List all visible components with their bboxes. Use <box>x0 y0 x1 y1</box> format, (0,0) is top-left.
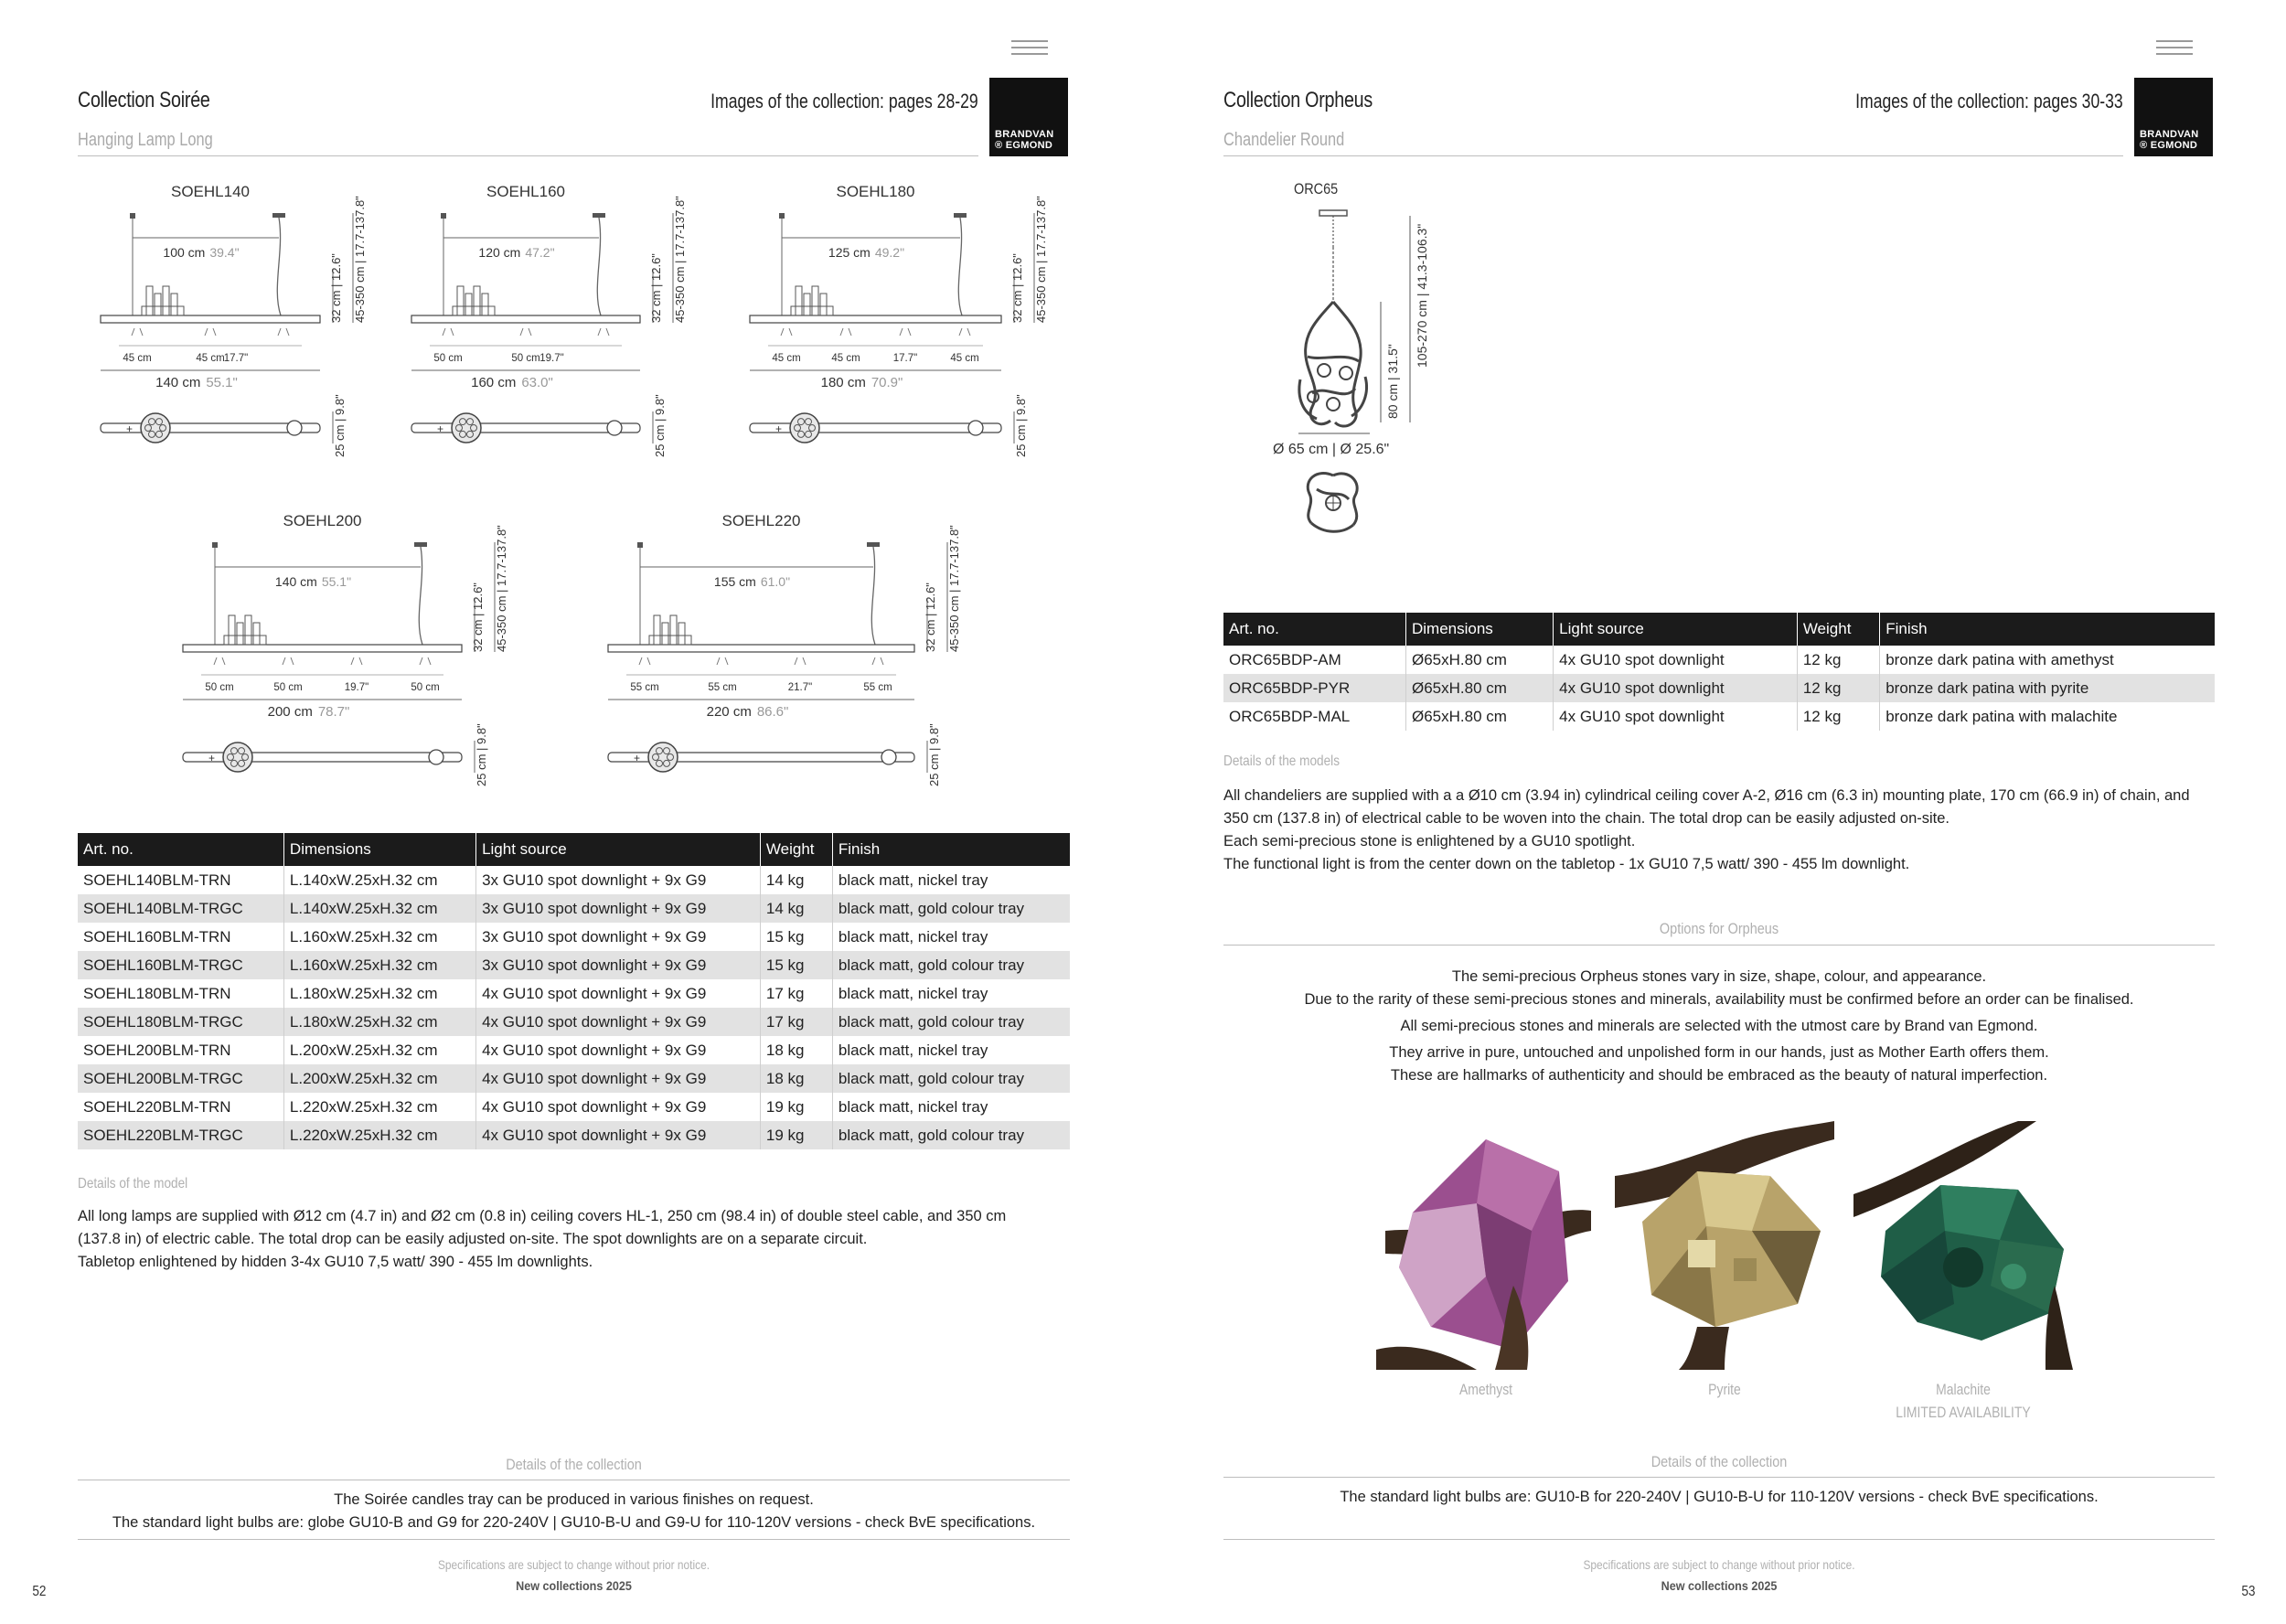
segment-dimension: 50 cm <box>433 353 463 364</box>
table-cell: L.200xW.25xH.32 cm <box>283 1036 475 1064</box>
table-cell: SOEHL180BLM-TRN <box>78 979 283 1008</box>
candle <box>237 623 243 645</box>
logo-line-1: BRANDVAN <box>2140 129 2199 140</box>
light-cone <box>132 328 143 336</box>
table-cell: 3x GU10 spot downlight + 9x G9 <box>476 923 761 951</box>
table-cell: 14 kg <box>760 894 832 923</box>
table-cell: 19 kg <box>760 1121 832 1149</box>
light-cone <box>351 657 362 665</box>
table-cell: black matt, nickel tray <box>838 984 988 1002</box>
plus-marker: + <box>634 752 641 764</box>
details-line: Each semi-precious stone is enlightened by a GU10 spotlight. <box>1223 833 1636 849</box>
options-line: All semi-precious stones and minerals are selected with the utmost care by Brand van Egmond. <box>1400 1018 2038 1034</box>
table-cell: L.180xW.25xH.32 cm <box>283 979 475 1008</box>
table-cell: 4x GU10 spot downlight + 9x G9 <box>476 1064 761 1093</box>
candle <box>474 286 480 315</box>
drop-dimension: 45-350 cm | 17.7-137.8" <box>947 525 961 652</box>
segment-dimension: 55 cm <box>863 682 892 693</box>
table-cell: ORC65BDP-AM <box>1223 646 1406 674</box>
model-label: SOEHL200 <box>283 512 362 529</box>
tabletop <box>750 315 1001 323</box>
candle <box>662 623 668 645</box>
ceiling-cover-right <box>593 213 605 218</box>
column-header: Light source <box>476 833 761 866</box>
options-line: The semi-precious Orpheus stones vary in size, shape, colour, and appearance. <box>1451 968 1987 985</box>
total-length-inch-value: 63.0" <box>521 375 553 390</box>
ceiling-cover-right <box>954 213 967 218</box>
collection-details-text: The standard light bulbs are: GU10-B for 220-240V | GU10-B-U for 110-120V versions - check BvE specifications. <box>1340 1489 2099 1505</box>
top-view-canopy <box>607 421 622 435</box>
width-dimension <box>163 245 239 260</box>
column-header: Finish <box>1880 613 2215 646</box>
total-length-dimension <box>707 704 789 720</box>
top-view-canopy <box>881 750 896 764</box>
width-dimension <box>714 574 790 589</box>
light-cone <box>795 657 806 665</box>
width-dimension <box>478 245 554 260</box>
light-cone <box>205 328 216 336</box>
width-value: 100 cm <box>163 245 206 260</box>
table-cell: SOEHL160BLM-TRGC <box>78 951 283 979</box>
page-number: 53 <box>2241 1584 2256 1599</box>
table-row <box>78 1121 1070 1149</box>
segment-dimension: 19.7" <box>539 353 564 364</box>
depth-dimension: 25 cm | 9.8" <box>653 394 667 457</box>
segment-dimension: 45 cm <box>950 353 979 364</box>
table-cell: black matt, gold colour tray <box>832 894 1070 923</box>
candle <box>457 286 464 315</box>
table-cell: L.220xW.25xH.32 cm <box>283 1121 475 1149</box>
segment-dimension: 17.7" <box>223 353 249 364</box>
total-length-value: 140 cm <box>155 375 201 390</box>
column-header: Art. no. <box>78 833 283 866</box>
table-row <box>1223 674 2215 702</box>
table-cell: 3x GU10 spot downlight + 9x G9 <box>476 894 761 923</box>
table-cell: 15 kg <box>760 951 832 979</box>
table-cell: 3x GU10 spot downlight + 9x G9 <box>476 951 761 979</box>
options-line: They arrive in pure, untouched and unpolished form in our hands, just as Mother Earth offers them. <box>1389 1044 2049 1061</box>
table-cell: 4x GU10 spot downlight <box>1554 646 1798 674</box>
table-cell: Ø65xH.80 cm <box>1406 646 1554 674</box>
details-label: Details of the models <box>1223 753 1340 769</box>
height-dimension: 80 cm | 31.5" <box>1385 344 1400 419</box>
width-value: 155 cm <box>713 574 756 589</box>
table-cell: SOEHL140BLM-TRGC <box>78 894 283 923</box>
model-label: SOEHL160 <box>486 183 565 200</box>
total-length-inch-value: 86.6" <box>756 704 789 720</box>
depth-dimension: 25 cm | 9.8" <box>475 723 488 786</box>
ceiling-cover-left <box>441 213 446 219</box>
table-cell: SOEHL180BLM-TRGC <box>78 1008 283 1036</box>
candle <box>155 294 161 315</box>
table-cell: 4x GU10 spot downlight <box>1554 702 1798 731</box>
options-line: These are hallmarks of authenticity and should be embraced as the beauty of natural imperfection. <box>1390 1067 2048 1084</box>
electric-cable <box>871 547 875 645</box>
table-row <box>78 894 1070 923</box>
stone-caption: Malachite <box>1936 1381 1991 1398</box>
total-length-value: 220 cm <box>706 704 752 720</box>
light-cone <box>872 657 883 665</box>
details-text <box>78 1205 1084 1274</box>
candle <box>245 615 251 645</box>
pyrite-image <box>1615 1121 1834 1370</box>
table-cell: L.200xW.25xH.32 cm <box>283 1064 475 1093</box>
candle <box>820 294 827 315</box>
table-cell: black matt, gold colour tray <box>832 1121 1070 1149</box>
table-row <box>78 951 1070 979</box>
light-cone <box>283 657 294 665</box>
candle <box>146 286 153 315</box>
details-label: Details of the model <box>78 1176 188 1191</box>
options-line: Due to the rarity of these semi-precious stones and minerals, availability must be confirmed before an order can be finalised. <box>1304 991 2134 1008</box>
details-line: All chandeliers are supplied with a a Ø10 cm (3.94 in) cylindrical ceiling cover A-2, Ø16 cm (6.3 in) mounting plate, 170 cm (66.9 in) of chain, and <box>1223 787 2190 804</box>
light-cone <box>420 657 431 665</box>
collection-divider-top <box>1223 1477 2215 1478</box>
table-cell: black matt, gold colour tray <box>832 1008 1070 1036</box>
total-length-value: 180 cm <box>820 375 866 390</box>
depth-dimension: 25 cm | 9.8" <box>333 394 347 457</box>
table-row <box>78 866 1070 894</box>
table-cell: L.180xW.25xH.32 cm <box>283 1008 475 1036</box>
images-reference[interactable]: Images of the collection: pages 28-29 <box>710 90 978 112</box>
ceiling-cover-left <box>212 542 218 548</box>
candle <box>678 623 685 645</box>
collection-title: Collection Soirée <box>78 88 210 112</box>
footer-note: Specifications are subject to change without prior notice. <box>1583 1557 1855 1572</box>
table-cell: 17 kg <box>760 979 832 1008</box>
column-header: Art. no. <box>1223 613 1406 646</box>
model-label: SOEHL220 <box>721 512 801 529</box>
table-cell: bronze dark patina with amethyst <box>1885 650 2114 668</box>
width-inch-value: 49.2" <box>874 245 905 260</box>
collection-subtitle: Hanging Lamp Long <box>78 130 213 150</box>
malachite-image <box>1853 1121 2073 1370</box>
tabletop <box>608 645 914 652</box>
stone-caption: Pyrite <box>1708 1381 1741 1398</box>
width-inch-value: 61.0" <box>760 574 791 589</box>
height-dimension: 32 cm | 12.6" <box>649 253 663 323</box>
page-number: 52 <box>32 1584 47 1599</box>
details-line: Tabletop enlightened by hidden 3-4x GU10 7,5 watt/ 390 - 455 lm downlights. <box>78 1254 593 1270</box>
table-cell: L.160xW.25xH.32 cm <box>283 923 475 951</box>
table-row <box>78 1008 1070 1036</box>
table-cell: SOEHL200BLM-TRGC <box>78 1064 283 1093</box>
tabletop <box>183 645 462 652</box>
table-cell: L.140xW.25xH.32 cm <box>283 894 475 923</box>
table-cell: 4x GU10 spot downlight <box>1554 674 1798 702</box>
table-cell: 12 kg <box>1797 646 1879 674</box>
candle <box>670 615 677 645</box>
electric-cable <box>419 547 422 645</box>
collection-title: Collection Orpheus <box>1223 88 1373 112</box>
table-cell: SOEHL200BLM-TRN <box>78 1036 283 1064</box>
segment-dimension: 45 cm <box>831 353 860 364</box>
height-dimension: 32 cm | 12.6" <box>924 582 937 652</box>
top-view-bar <box>411 423 640 433</box>
table-cell: bronze dark patina with malachite <box>1885 707 2118 725</box>
light-cone <box>278 328 289 336</box>
column-header: Light source <box>1554 613 1798 646</box>
ceiling-cover-right <box>272 213 285 218</box>
table-cell: SOEHL220BLM-TRN <box>78 1093 283 1121</box>
candle <box>253 623 260 645</box>
total-length-inch-value: 78.7" <box>317 704 350 720</box>
table-row <box>78 979 1070 1008</box>
table-cell: SOEHL140BLM-TRN <box>78 866 283 894</box>
column-header: Finish <box>832 833 1070 866</box>
table-cell: 15 kg <box>760 923 832 951</box>
top-view-canopy <box>429 750 443 764</box>
segment-dimension: 50 cm <box>511 353 540 364</box>
top-view-bar <box>750 423 1001 433</box>
options-label: Options for Orpheus <box>1659 920 1779 937</box>
drop-dimension: 45-350 cm | 17.7-137.8" <box>353 196 367 323</box>
light-cone <box>959 328 970 336</box>
plus-marker: + <box>126 422 134 435</box>
options-text <box>1223 966 2215 1087</box>
details-line: The functional light is from the center down on the tabletop - 1x GU10 7,5 watt/ 390 - 455 lm downlight. <box>1223 856 1910 872</box>
amethyst-image <box>1376 1121 1596 1370</box>
collection-divider-bottom <box>1223 1539 2215 1540</box>
details-text <box>1223 785 2229 876</box>
plus-marker: + <box>437 422 444 435</box>
collection-details-text <box>78 1489 1070 1534</box>
logo-line-2: ® EGMOND <box>2140 140 2198 151</box>
table-cell: 17 kg <box>760 1008 832 1036</box>
total-length-value: 160 cm <box>471 375 517 390</box>
brand-logo <box>2134 78 2213 156</box>
model-label: ORC65 <box>1294 180 1339 198</box>
footer-note: Specifications are subject to change without prior notice. <box>437 1557 710 1572</box>
table-cell: 19 kg <box>760 1093 832 1121</box>
table-cell: 18 kg <box>760 1036 832 1064</box>
segment-dimension: 55 cm <box>630 682 659 693</box>
details-line: 350 cm (137.8 in) of electrical cable to be woven into the chain. The total drop can be easily adjusted on-site. <box>1223 810 1950 827</box>
logo-line-2: ® EGMOND <box>995 140 1053 151</box>
depth-dimension: 25 cm | 9.8" <box>1014 394 1028 457</box>
segment-dimension: 19.7" <box>344 682 369 693</box>
width-value: 125 cm <box>828 245 871 260</box>
ceiling-cover-right <box>867 542 880 547</box>
total-length-dimension <box>268 704 350 720</box>
electric-cable <box>597 218 601 315</box>
ceiling-cover-left <box>637 542 643 548</box>
total-length-dimension <box>471 375 553 390</box>
table-cell: 3x GU10 spot downlight + 9x G9 <box>476 866 761 894</box>
table-cell: black matt, nickel tray <box>838 1041 988 1059</box>
plus-marker: + <box>775 422 783 435</box>
candle <box>812 286 818 315</box>
right-page <box>1143 0 2286 1624</box>
options-divider <box>1223 945 2215 946</box>
table-cell: 4x GU10 spot downlight + 9x G9 <box>476 1008 761 1036</box>
header-divider <box>78 155 978 156</box>
segment-dimension: 50 cm <box>273 682 303 693</box>
collection-divider-bottom <box>78 1539 1070 1540</box>
collection-subtitle: Chandelier Round <box>1223 130 1345 150</box>
electric-cable <box>277 218 281 315</box>
model-label: SOEHL140 <box>171 183 250 200</box>
stone-availability-note: LIMITED AVAILABILITY <box>1896 1404 2031 1421</box>
light-cone <box>520 328 531 336</box>
width-inch-value: 55.1" <box>321 574 352 589</box>
candle <box>796 286 802 315</box>
collection-line: The standard light bulbs are: globe GU10-B and G9 for 220-240V | GU10-B-U and G9-U for 110-120V versions - check BvE specifications. <box>112 1514 1036 1531</box>
table-cell: 12 kg <box>1797 674 1879 702</box>
total-length-value: 200 cm <box>267 704 313 720</box>
table-cell: L.160xW.25xH.32 cm <box>283 951 475 979</box>
total-length-inch-value: 70.9" <box>871 375 903 390</box>
candle <box>482 294 488 315</box>
light-cone <box>598 328 609 336</box>
header-divider <box>1223 155 2123 156</box>
top-view-canopy <box>287 421 302 435</box>
segment-dimension: 45 cm <box>772 353 801 364</box>
column-header: Weight <box>760 833 832 866</box>
logo-line-1: BRANDVAN <box>995 129 1054 140</box>
collection-details-label: Details of the collection <box>506 1456 642 1473</box>
table-cell: ORC65BDP-PYR <box>1223 674 1406 702</box>
light-cone <box>717 657 728 665</box>
width-value: 120 cm <box>478 245 521 260</box>
candle <box>804 294 810 315</box>
table-cell: black matt, gold colour tray <box>832 1064 1070 1093</box>
light-cone <box>781 328 792 336</box>
details-line: (137.8 in) of electric cable. The total drop can be easily adjusted on-site. The spot downlights are on a separate circuit. <box>78 1231 868 1247</box>
segment-dimension: 55 cm <box>708 682 737 693</box>
candle <box>163 286 169 315</box>
tabletop <box>411 315 640 323</box>
drop-dimension: 45-350 cm | 17.7-137.8" <box>673 196 687 323</box>
light-cone <box>214 657 225 665</box>
total-length-dimension <box>155 375 238 390</box>
table-row <box>78 1036 1070 1064</box>
menu-icon[interactable] <box>1011 40 1048 60</box>
table-cell: bronze dark patina with pyrite <box>1880 674 2215 702</box>
table-row <box>1223 646 2215 674</box>
width-value: 140 cm <box>274 574 317 589</box>
light-cone <box>840 328 851 336</box>
light-cone <box>900 328 911 336</box>
footer-title: New collections 2025 <box>1661 1578 1778 1593</box>
drop-dimension: 105-270 cm | 41.3-106.3" <box>1415 223 1429 368</box>
soiree-technical-drawings <box>73 178 1079 809</box>
height-dimension: 32 cm | 12.6" <box>1010 253 1024 323</box>
table-header-row <box>78 833 1070 866</box>
table-cell: black matt, nickel tray <box>838 871 988 889</box>
width-dimension <box>828 245 904 260</box>
segment-dimension: 50 cm <box>205 682 234 693</box>
table-cell: L.140xW.25xH.32 cm <box>283 866 475 894</box>
segment-dimension: 21.7" <box>787 682 813 693</box>
light-cone <box>639 657 650 665</box>
orpheus-technical-drawing <box>1216 174 1436 558</box>
depth-dimension: 25 cm | 9.8" <box>927 723 941 786</box>
total-length-inch-value: 55.1" <box>206 375 238 390</box>
light-cone <box>443 328 454 336</box>
table-row <box>78 1093 1070 1121</box>
table-cell: SOEHL220BLM-TRGC <box>78 1121 283 1149</box>
table-row <box>78 923 1070 951</box>
candle <box>465 294 472 315</box>
plus-marker: + <box>208 752 216 764</box>
table-row <box>78 1064 1070 1093</box>
table-header-row <box>1223 613 2215 646</box>
soiree-spec-table <box>78 833 1070 1149</box>
candle <box>654 615 660 645</box>
ceiling-cover-right <box>414 542 427 547</box>
diameter-dimension: Ø 65 cm | Ø 25.6" <box>1273 442 1390 457</box>
table-cell: black matt, nickel tray <box>838 1097 988 1116</box>
ceiling-cover-left <box>130 213 135 219</box>
segment-dimension: 50 cm <box>411 682 440 693</box>
drop-dimension: 45-350 cm | 17.7-137.8" <box>495 525 508 652</box>
model-label: SOEHL180 <box>836 183 915 200</box>
table-cell: ORC65BDP-MAL <box>1223 702 1406 731</box>
table-cell: 12 kg <box>1797 702 1879 731</box>
total-length-dimension <box>821 375 903 390</box>
table-cell: 4x GU10 spot downlight + 9x G9 <box>476 1036 761 1064</box>
height-dimension: 32 cm | 12.6" <box>329 253 343 323</box>
segment-dimension: 17.7" <box>892 353 918 364</box>
drop-dimension: 45-350 cm | 17.7-137.8" <box>1034 196 1048 323</box>
menu-icon[interactable] <box>2156 40 2193 60</box>
table-cell: Ø65xH.80 cm <box>1406 702 1554 731</box>
images-reference[interactable]: Images of the collection: pages 30-33 <box>1855 90 2123 112</box>
stone-caption: Amethyst <box>1458 1381 1513 1398</box>
segment-dimension: 45 cm <box>196 353 225 364</box>
table-cell: 4x GU10 spot downlight + 9x G9 <box>476 979 761 1008</box>
table-cell: 14 kg <box>760 866 832 894</box>
table-cell: black matt, gold colour tray <box>832 951 1070 979</box>
footer-title: New collections 2025 <box>516 1578 632 1593</box>
table-cell: 4x GU10 spot downlight + 9x G9 <box>476 1121 761 1149</box>
collection-line: The Soirée candles tray can be produced in various finishes on request. <box>334 1491 814 1508</box>
brand-logo <box>989 78 1068 156</box>
collection-details-label: Details of the collection <box>1650 1453 1788 1470</box>
table-cell: 4x GU10 spot downlight + 9x G9 <box>476 1093 761 1121</box>
table-cell: 18 kg <box>760 1064 832 1093</box>
candle <box>229 615 235 645</box>
electric-cable <box>958 218 962 315</box>
table-row <box>1223 702 2215 731</box>
segment-dimension: 45 cm <box>123 353 152 364</box>
table-cell: Ø65xH.80 cm <box>1406 674 1554 702</box>
ceiling-cover-left <box>779 213 785 219</box>
height-dimension: 32 cm | 12.6" <box>471 582 485 652</box>
top-view-canopy <box>968 421 983 435</box>
tabletop <box>101 315 320 323</box>
orpheus-spec-table <box>1223 613 2215 731</box>
table-cell: black matt, nickel tray <box>838 927 988 946</box>
width-inch-value: 39.4" <box>209 245 240 260</box>
width-inch-value: 47.2" <box>525 245 555 260</box>
column-header: Dimensions <box>283 833 475 866</box>
candle <box>171 294 177 315</box>
column-header: Weight <box>1797 613 1879 646</box>
details-line: All long lamps are supplied with Ø12 cm (4.7 in) and Ø2 cm (0.8 in) ceiling covers HL-1, 250 cm (98.4 in) of double steel cable, and 350 cm <box>78 1208 1007 1224</box>
width-dimension <box>275 574 351 589</box>
table-cell: L.220xW.25xH.32 cm <box>283 1093 475 1121</box>
column-header: Dimensions <box>1406 613 1554 646</box>
table-cell: SOEHL160BLM-TRN <box>78 923 283 951</box>
